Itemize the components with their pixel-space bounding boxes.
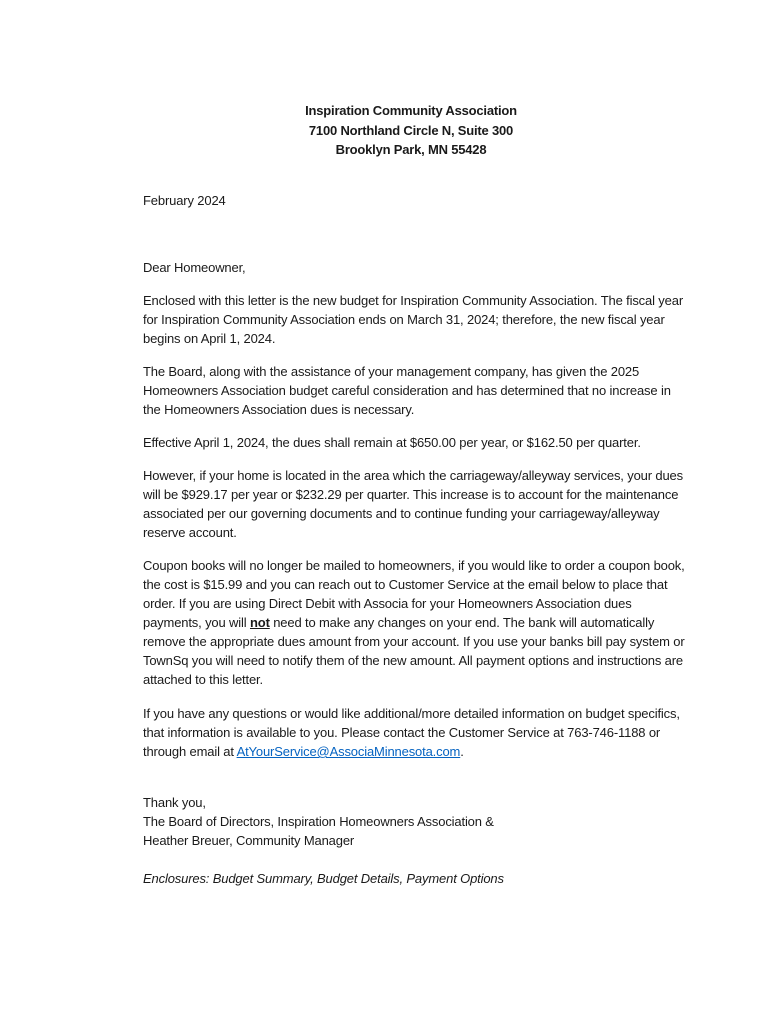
customer-service-email-link[interactable]: AtYourService@AssociaMinnesota.com [236,744,461,759]
org-name: Inspiration Community Association [305,103,517,118]
paragraph-board-budget: The Board, along with the assistance of your management company, has given the 2025 Homeowners Association budget careful consideration and has determined that no increase in the Homeowners Association dues is necessary. [143,364,671,417]
letterhead [0,101,770,160]
paragraph-coupon-books-text-after: need to make any changes on your end. The bank will automatically remove the appropriate dues amount from your account. If you use your banks bill pay system or TownSq you will need to notify them of the new amount. All payment options and instructions are attached to this letter. [143,615,685,687]
letter-date: February 2024 [143,193,226,208]
closing-signer-manager: Heather Breuer, Community Manager [143,833,355,848]
paragraph-fiscal-year: Enclosed with this letter is the new budget for Inspiration Community Association. The fiscal year for Inspiration Community Association ends on March 31, 2024; therefore, the new fiscal year begins on April 1, 2024. [143,293,683,346]
paragraph-coupon-books [143,556,688,689]
address-line-1: 7100 Northland Circle N, Suite 300 [308,122,514,138]
paragraph-contact-text-after: . [460,744,464,759]
paragraph-contact [143,704,688,761]
closing-block [143,793,688,850]
paragraph-contact-text-before: If you have any questions or would like additional/more detailed information on budget specifics, that information is available to you. Please contact the Customer Service at 763-746-1188 or through email at [143,706,680,759]
paragraph-coupon-books-text-before: Coupon books will no longer be mailed to homeowners, if you would like to order a coupon book, the cost is $15.99 and you can reach out to Customer Service at the email below to place that order. If you are using Direct Debit with Associa for your Homeowners Association dues payments, you will [143,558,685,630]
closing-signer-board: The Board of Directors, Inspiration Homeowners Association & [143,814,494,829]
enclosures-note: Enclosures: Budget Summary, Budget Details, Payment Options [143,871,504,886]
paragraph-dues-amount: Effective April 1, 2024, the dues shall remain at $650.00 per year, or $162.50 per quarter. [143,435,641,450]
emphasis-not: not [249,615,270,630]
paragraph-carriageway-dues: However, if your home is located in the area which the carriageway/alleyway services, your dues will be $929.17 per year or $232.29 per quarter. This increase is to account for the maintenance associated per our governing documents and to continue funding your carriageway/alleyway reserve account. [143,468,683,540]
closing-thanks: Thank you, [143,795,206,810]
salutation: Dear Homeowner, [143,260,246,275]
address-line-2: Brooklyn Park, MN 55428 [335,142,487,157]
